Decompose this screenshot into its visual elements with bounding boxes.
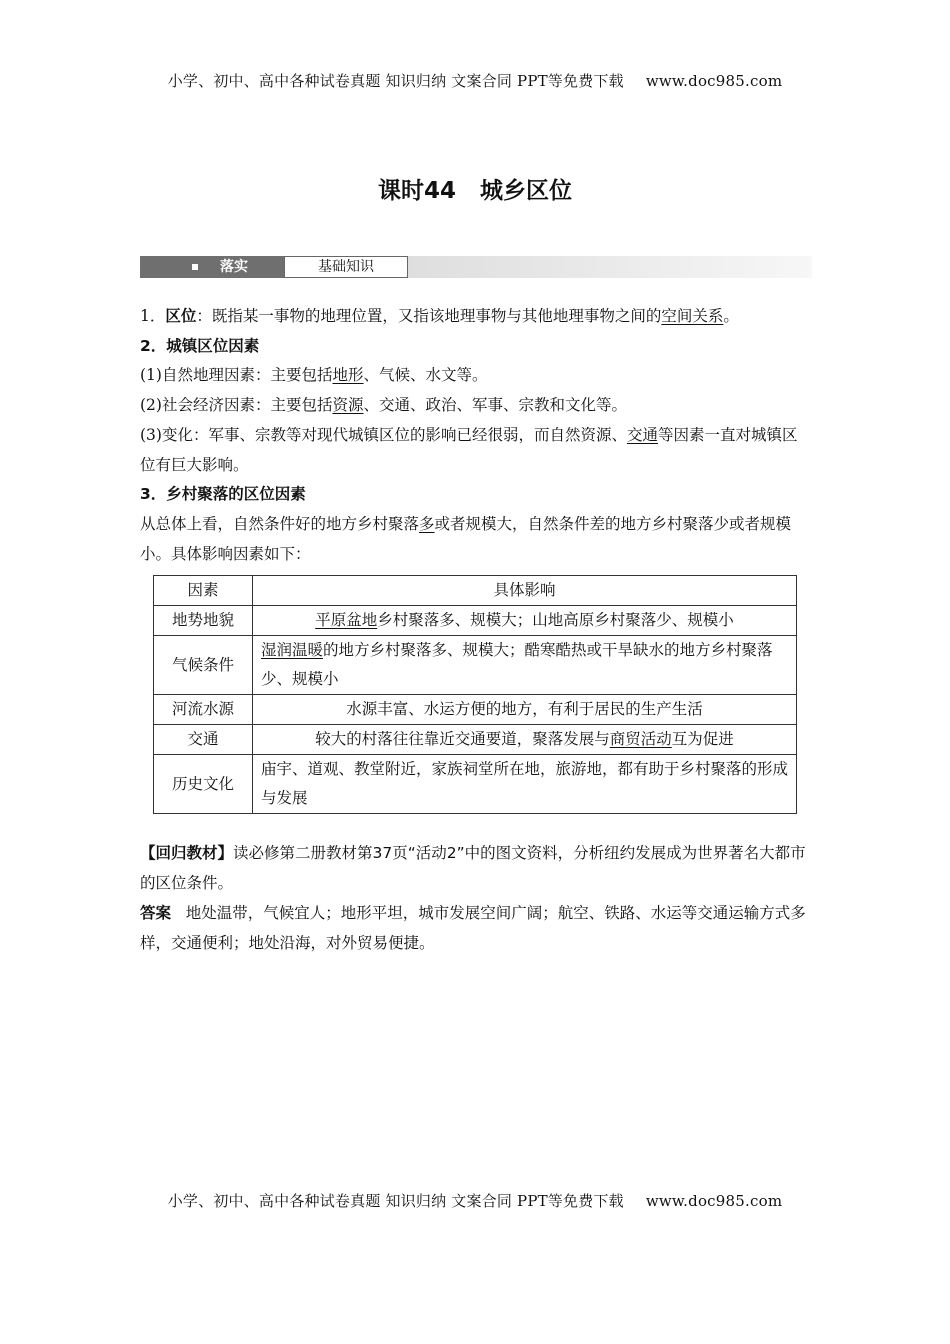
table-header: 因素 xyxy=(154,576,253,606)
banner-dark-label: 落实 xyxy=(140,256,284,278)
blank-answer: 湿润温暖 xyxy=(261,641,324,659)
effect-cell: 平原盆地乡村聚落多、规模大；山地高原乡村聚落少、规模小 xyxy=(253,606,797,636)
effect-cell: 湿润温暖的地方乡村聚落多、规模大；酷寒酷热或干旱缺水的地方乡村聚落少、规模小 xyxy=(253,636,797,695)
section-1: 1．区位：既指某一事物的地理位置，又指该地理事物与其他地理事物之间的空间关系。 xyxy=(140,307,739,325)
section-banner xyxy=(140,256,812,278)
term-location: 区位 xyxy=(165,307,197,325)
table-row xyxy=(154,606,797,636)
table-row xyxy=(154,695,797,725)
section-3-intro: 从总体上看，自然条件好的地方乡村聚落多或者规模大，自然条件差的地方乡村聚落少或者规模小。具体影响因素如下： xyxy=(140,514,792,563)
blank-answer: 地形 xyxy=(332,366,364,385)
effect-cell: 较大的村落往往靠近交通要道，聚落发展与商贸活动互为促进 xyxy=(253,725,797,755)
review-answer: 答案 地处温带，气候宜人；地形平坦，城市发展空间广阔；航空、铁路、水运等交通运输方式多样，交通便利；地处沿海，对外贸易便捷。 xyxy=(140,904,806,952)
factor-cell: 地势地貌 xyxy=(154,606,253,636)
section-2-item-2: (2)社会经济因素：主要包括资源、交通、政治、军事、宗教和文化等。 xyxy=(140,396,627,415)
table-header-row xyxy=(154,576,797,606)
blank-answer: 多 xyxy=(419,514,435,533)
factor-table xyxy=(153,575,797,814)
header-url[interactable]: www.doc985.com xyxy=(645,72,783,90)
header-text: 小学、初中、高中各种试卷真题 知识归纳 文案合同 PPT等免费下载 xyxy=(167,72,624,90)
banner-light-label: 基础知识 xyxy=(284,256,408,278)
factor-cell: 历史文化 xyxy=(154,755,253,814)
table-row xyxy=(154,725,797,755)
review-section xyxy=(140,838,812,958)
blank-answer: 交通 xyxy=(626,425,658,444)
review-label: 【回归教材】 xyxy=(140,844,234,862)
factor-cell: 交通 xyxy=(154,725,253,755)
table-row xyxy=(154,636,797,695)
blank-answer: 商贸活动 xyxy=(609,730,672,748)
effect-cell: 水源丰富、水运方便的地方，有利于居民的生产生活 xyxy=(253,695,797,725)
main-content xyxy=(140,302,812,569)
footer-text: 小学、初中、高中各种试卷真题 知识归纳 文案合同 PPT等免费下载 xyxy=(167,1192,624,1210)
page-title xyxy=(0,172,950,205)
section-3-heading: 3．乡村聚落的区位因素 xyxy=(140,485,306,504)
factor-cell: 河流水源 xyxy=(154,695,253,725)
blank-answer: 空间关系 xyxy=(661,307,724,325)
answer-label: 答案 xyxy=(140,904,172,922)
square-bullet-icon xyxy=(192,264,198,270)
section-2-item-3: (3)变化：军事、宗教等对现代城镇区位的影响已经很弱，而自然资源、交通等因素一直对城镇区位有巨大影响。 xyxy=(140,425,798,474)
page-footer xyxy=(0,1190,950,1211)
section-2-heading: 2．城镇区位因素 xyxy=(140,336,260,355)
effect-cell: 庙宇、道观、教堂附近，家族祠堂所在地，旅游地，都有助于乡村聚落的形成与发展 xyxy=(253,755,797,814)
section-2-item-1: (1)自然地理因素：主要包括地形、气候、水文等。 xyxy=(140,366,488,385)
footer-url[interactable]: www.doc985.com xyxy=(645,1192,783,1210)
table-row xyxy=(154,755,797,814)
blank-answer: 平原盆地 xyxy=(315,611,378,629)
blank-answer: 资源 xyxy=(332,396,364,415)
table-header: 具体影响 xyxy=(253,576,797,606)
review-question: 【回归教材】读必修第二册教材第37页“活动2”中的图文资料，分析纽约发展成为世界著名大都市的区位条件。 xyxy=(140,844,806,892)
lesson-number: 课时44 xyxy=(377,178,456,204)
factor-cell: 气候条件 xyxy=(154,636,253,695)
lesson-topic: 城乡区位 xyxy=(480,178,572,204)
page-header xyxy=(0,70,950,91)
